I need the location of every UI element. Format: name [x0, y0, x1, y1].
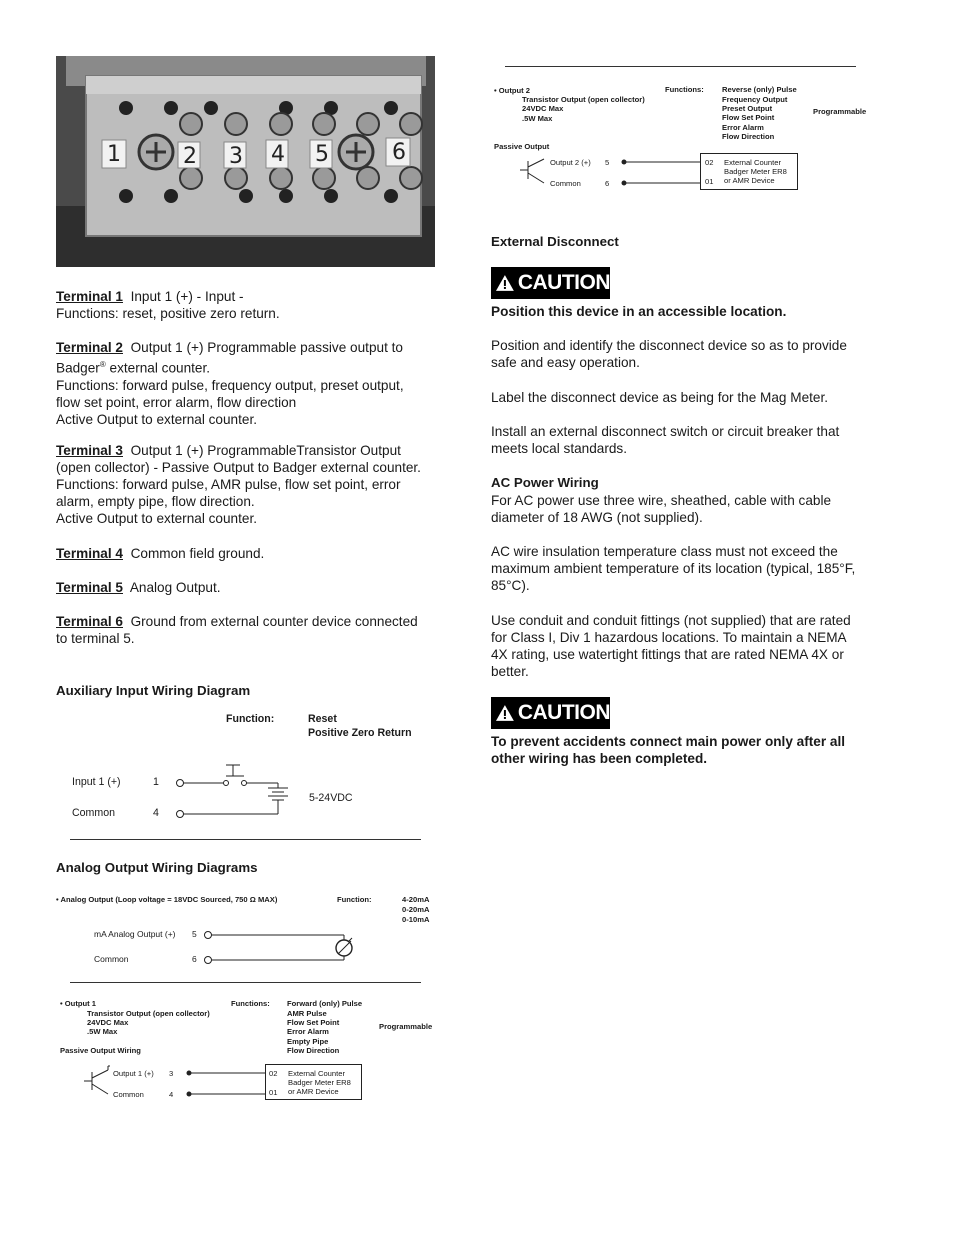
analog-desc: [56, 895, 277, 904]
out2-function-4: Flow Set Point: [722, 113, 775, 122]
para-insulation-line3: 85°C).: [491, 578, 530, 593]
para-ac-cable-line2: diameter of 18 AWG (not supplied).: [491, 510, 703, 525]
out1-function-4: Error Alarm: [287, 1027, 329, 1036]
out1-function-6: Flow Direction: [287, 1046, 340, 1055]
analog-range-2: 0-20mA: [402, 905, 430, 914]
out2-function-6: Flow Direction: [722, 132, 775, 141]
out1-passive: Passive Output Wiring: [60, 1046, 141, 1055]
terminal-2-line5: Active Output to external counter.: [56, 411, 257, 427]
para-insulation-line2: maximum ambient temperature of its location (typical, 185°F,: [491, 561, 856, 576]
caution-2-line1: To prevent accidents connect main power only after all: [491, 734, 846, 749]
para-install-line2: meets local standards.: [491, 441, 628, 456]
out2-spec-2: 24VDC Max: [522, 104, 564, 113]
out2-spec-3: .5W Max: [522, 114, 553, 123]
aux-heading: Auxiliary Input Wiring Diagram: [56, 683, 251, 698]
terminal-6-line1: Ground from external counter device connected: [130, 614, 418, 629]
aux-function-pzr: Positive Zero Return: [308, 727, 412, 739]
para-ac-cable: [491, 492, 891, 526]
terminal-6-line2: to terminal 5.: [56, 631, 135, 646]
terminal-1-line2: Functions: reset, positive zero return.: [56, 306, 280, 321]
terminal-1-name: Terminal 1: [56, 289, 123, 304]
out2-box-line-2: Badger Meter ER8: [724, 167, 787, 176]
out1-function-3: Flow Set Point: [287, 1018, 340, 1027]
terminal-3-line5: Active Output to external counter.: [56, 511, 257, 526]
out2-output-num: 5: [605, 158, 610, 167]
caution-label-2: CAUTION: [517, 701, 610, 724]
terminal-4-name: Terminal 4: [56, 546, 123, 561]
out2-function-2: Frequency Output: [722, 95, 788, 104]
aux-input-num: 1: [153, 776, 159, 788]
out1-programmable: Programmable: [379, 1022, 433, 1031]
analog-desc-post: MAX): [255, 895, 278, 904]
out2-box-line-3: or AMR Device: [724, 176, 775, 185]
ohm-symbol: Ω: [249, 895, 256, 904]
ac-power-heading: AC Power Wiring: [491, 475, 599, 490]
terminal-3-desc: [56, 442, 456, 527]
analog-common-label: Common: [94, 954, 129, 964]
analog-range-3: 0-10mA: [402, 915, 430, 924]
analog-function-label: Function:: [337, 895, 372, 904]
out2-box-line-1: External Counter: [724, 158, 781, 167]
out1-spec-3: .5W Max: [87, 1027, 118, 1036]
out2-function-5: Error Alarm: [722, 123, 764, 132]
terminal-2-desc: [56, 339, 446, 428]
photo-label-2: 2: [183, 144, 197, 169]
caution-label-1: CAUTION: [517, 271, 610, 294]
para-ac-cable-line1: For AC power use three wire, sheathed, cable with cable: [491, 493, 832, 508]
para-conduit-line2: for Class I, Div 1 hazardous locations. To maintain a NEMA: [491, 630, 847, 645]
para-insulation: [491, 543, 911, 594]
para-install-line1: Install an external disconnect switch or circuit breaker that: [491, 424, 840, 439]
aux-input-label: Input 1 (+): [72, 776, 121, 788]
caution-banner-1: [491, 267, 610, 299]
photo-label-6: 6: [392, 140, 406, 165]
terminal-3-line2: (open collector) - Passive Output to Badger external counter.: [56, 460, 421, 475]
para-position-line2: safe and easy operation.: [491, 355, 640, 370]
photo-label-5: 5: [315, 142, 329, 167]
out2-function-label: Functions:: [665, 85, 704, 94]
out2-title: • Output 2: [494, 86, 530, 95]
analog-common-num: 6: [192, 954, 197, 964]
terminal-2-line4: flow set point, error alarm, flow direction: [56, 394, 297, 410]
aux-function-label: Function:: [226, 713, 275, 725]
photo-label-4: 4: [271, 142, 285, 167]
out1-function-5: Empty Pipe: [287, 1037, 329, 1046]
out2-common-num: 6: [605, 179, 610, 188]
aux-voltage: 5-24VDC: [309, 792, 353, 804]
out1-box-code-01: 01: [269, 1088, 278, 1097]
out1-output-label: Output 1 (+): [113, 1069, 154, 1078]
out2-output-label: Output 2 (+): [550, 158, 591, 167]
caution-banner-2: [491, 697, 610, 729]
out1-function-1: Forward (only) Pulse: [287, 999, 363, 1008]
out1-wiring-diagram: [80, 1064, 270, 1104]
aux-common-label: Common: [72, 807, 115, 819]
out2-box-code-02: 02: [705, 158, 714, 167]
terminal-3-line3: Functions: forward pulse, AMR pulse, flow set point, error: [56, 477, 401, 492]
terminal-5-line1: Analog Output.: [129, 580, 221, 595]
out2-wiring-diagram: [516, 152, 706, 192]
photo-label-1: 1: [107, 142, 121, 167]
terminal-block-photo: [56, 56, 435, 267]
analog-ma-num: 5: [192, 929, 197, 939]
out1-box-line-1: External Counter: [288, 1069, 345, 1078]
terminal-3-name: Terminal 3: [56, 443, 123, 458]
out1-box-code-02: 02: [269, 1069, 278, 1078]
analog-divider: [70, 982, 421, 983]
warning-triangle-icon: [495, 704, 515, 722]
para-position: [491, 337, 891, 371]
para-position-line1: Position and identify the disconnect device so as to provide: [491, 338, 847, 353]
analog-range-1: 4-20mA: [402, 895, 430, 904]
para-conduit-line4: better.: [491, 664, 529, 679]
terminal-6-desc: [56, 613, 446, 647]
terminal-2-badger: Badger: [56, 360, 100, 376]
warning-triangle-icon: [495, 274, 515, 292]
out2-common-label: Common: [550, 179, 581, 188]
caution-2-line2: other wiring has been completed.: [491, 751, 708, 766]
para-conduit-line3: 4X rating, use watertight fittings that are rated NEMA 4X or: [491, 647, 844, 662]
analog-heading: Analog Output Wiring Diagrams: [56, 860, 258, 875]
para-label: Label the disconnect device as being for the Mag Meter.: [491, 390, 829, 405]
out2-function-1: Reverse (only) Pulse: [722, 85, 797, 94]
terminal-4-line1: Common field ground.: [130, 546, 265, 561]
out2-box-code-01: 01: [705, 177, 714, 186]
out1-spec-2: 24VDC Max: [87, 1018, 129, 1027]
out1-title: • Output 1: [60, 999, 96, 1008]
photo-label-3: 3: [229, 144, 243, 169]
para-conduit: [491, 612, 911, 680]
para-install: [491, 423, 891, 457]
terminal-5-desc: [56, 579, 446, 596]
para-conduit-line1: Use conduit and conduit fittings (not supplied) that are rated: [491, 613, 851, 628]
top-right-divider: [505, 66, 856, 67]
external-disconnect-heading: External Disconnect: [491, 234, 619, 249]
terminal-1-line1: Input 1 (+) - Input -: [130, 289, 244, 304]
terminal-6-name: Terminal 6: [56, 614, 123, 629]
terminal-2-name: Terminal 2: [56, 340, 123, 355]
terminal-1-desc: [56, 288, 446, 322]
out2-spec-1: Transistor Output (open collector): [522, 95, 645, 104]
out1-function-2: AMR Pulse: [287, 1009, 327, 1018]
out1-box-line-3: or AMR Device: [288, 1087, 339, 1096]
registered-mark: ®: [99, 360, 106, 369]
out1-box-line-2: Badger Meter ER8: [288, 1078, 351, 1087]
out2-passive: Passive Output: [494, 142, 550, 151]
terminal-2-line2: external counter.: [105, 360, 211, 376]
caution-2-text: [491, 733, 891, 767]
out1-output-num: 3: [169, 1069, 174, 1078]
out1-common-label: Common: [113, 1090, 144, 1099]
aux-wiring-diagram: [170, 760, 300, 830]
terminal-2-line1: Output 1 (+) Programmable passive output to: [130, 340, 403, 355]
out2-programmable: Programmable: [813, 107, 867, 116]
out1-common-num: 4: [169, 1090, 174, 1099]
para-insulation-line1: AC wire insulation temperature class must not exceed the: [491, 544, 838, 559]
analog-desc-pre: • Analog Output (Loop voltage = 18VDC Sourced, 750: [56, 895, 250, 904]
out1-function-label: Functions:: [231, 999, 270, 1008]
terminal-2-line3: Functions: forward pulse, frequency output, preset output,: [56, 377, 404, 393]
aux-divider: [70, 839, 421, 840]
aux-common-num: 4: [153, 807, 159, 819]
out1-spec-1: Transistor Output (open collector): [87, 1009, 210, 1018]
terminal-3-line4: alarm, empty pipe, flow direction.: [56, 494, 255, 509]
terminal-4-desc: [56, 545, 446, 562]
terminal-5-name: Terminal 5: [56, 580, 123, 595]
terminal-3-line1: Output 1 (+) ProgrammableTransistor Output: [130, 443, 401, 458]
analog-ma-label: mA Analog Output (+): [94, 929, 176, 939]
analog-wiring-diagram: [200, 926, 360, 968]
aux-function-reset: Reset: [308, 713, 337, 725]
caution-1-text: Position this device in an accessible location.: [491, 304, 787, 319]
out2-function-3: Preset Output: [722, 104, 773, 113]
